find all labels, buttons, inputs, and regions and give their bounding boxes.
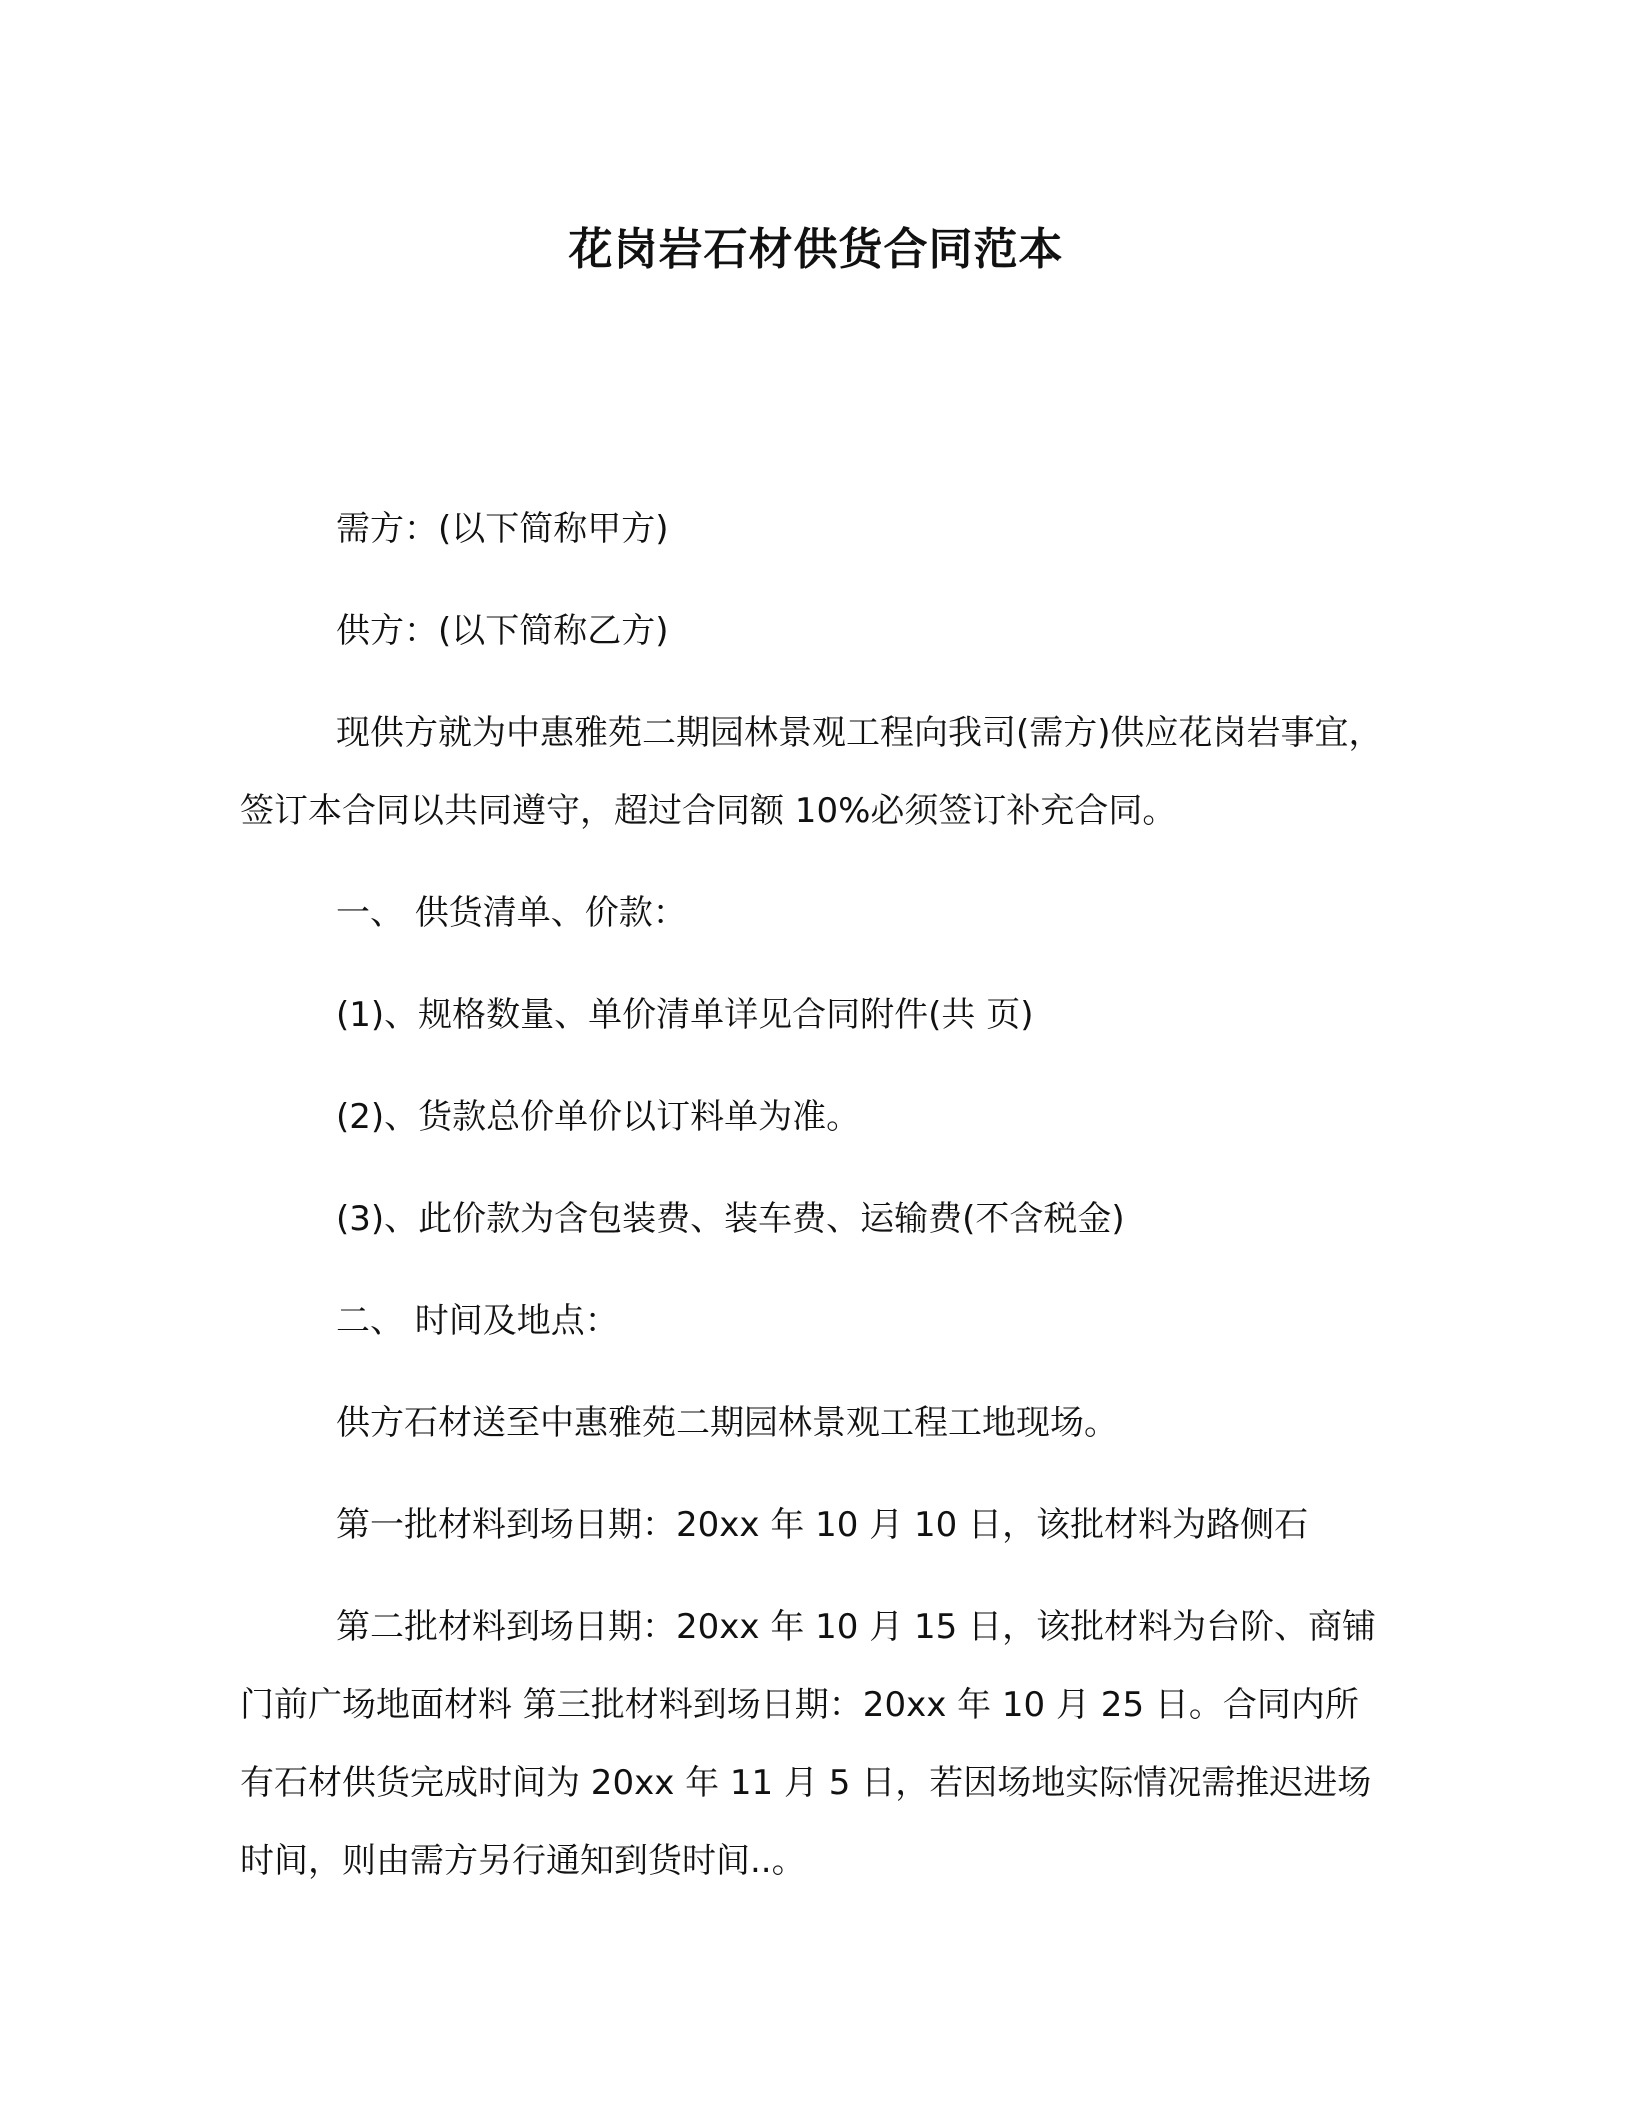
intro-paragraph: 现供方就为中惠雅苑二期园林景观工程向我司(需方)供应花岗岩事宜，签订本合同以共同遵守，超过合同额 10%必须签订补充合同。 xyxy=(240,713,1383,831)
clause-3: (3)、此价款为含包装费、装车费、运输费(不含税金) xyxy=(336,1199,1125,1239)
second-batch-paragraph: 第二批材料到场日期：20xx 年 10 月 15 日，该批材料为台阶、商铺门前广场地面材料 第三批材料到场日期：20xx 年 10 月 25 日。合同内所有石材供货完成时间为 20xx 年 11 月 5 日，若因场地实际情况需推迟进场时间，则由需方另行通知到货时间..。 xyxy=(240,1607,1377,1881)
buyer-line: 需方：(以下简称甲方) xyxy=(336,509,669,549)
first-batch-line: 第一批材料到场日期：20xx 年 10 月 10 日，该批材料为路侧石 xyxy=(336,1505,1309,1545)
delivery-location: 供方石材送至中惠雅苑二期园林景观工程工地现场。 xyxy=(336,1403,1118,1443)
document-body xyxy=(240,490,1390,1900)
clause-2: (2)、货款总价单价以订料单为准。 xyxy=(336,1097,861,1137)
clause-1: (1)、规格数量、单价清单详见合同附件(共 页) xyxy=(336,995,1034,1035)
section-one-heading: 一、 供货清单、价款： xyxy=(336,893,687,933)
supplier-line: 供方：(以下简称乙方) xyxy=(336,611,669,651)
document-title: 花岗岩石材供货合同范本 xyxy=(568,224,1064,275)
section-two-heading: 二、 时间及地点： xyxy=(336,1301,619,1341)
